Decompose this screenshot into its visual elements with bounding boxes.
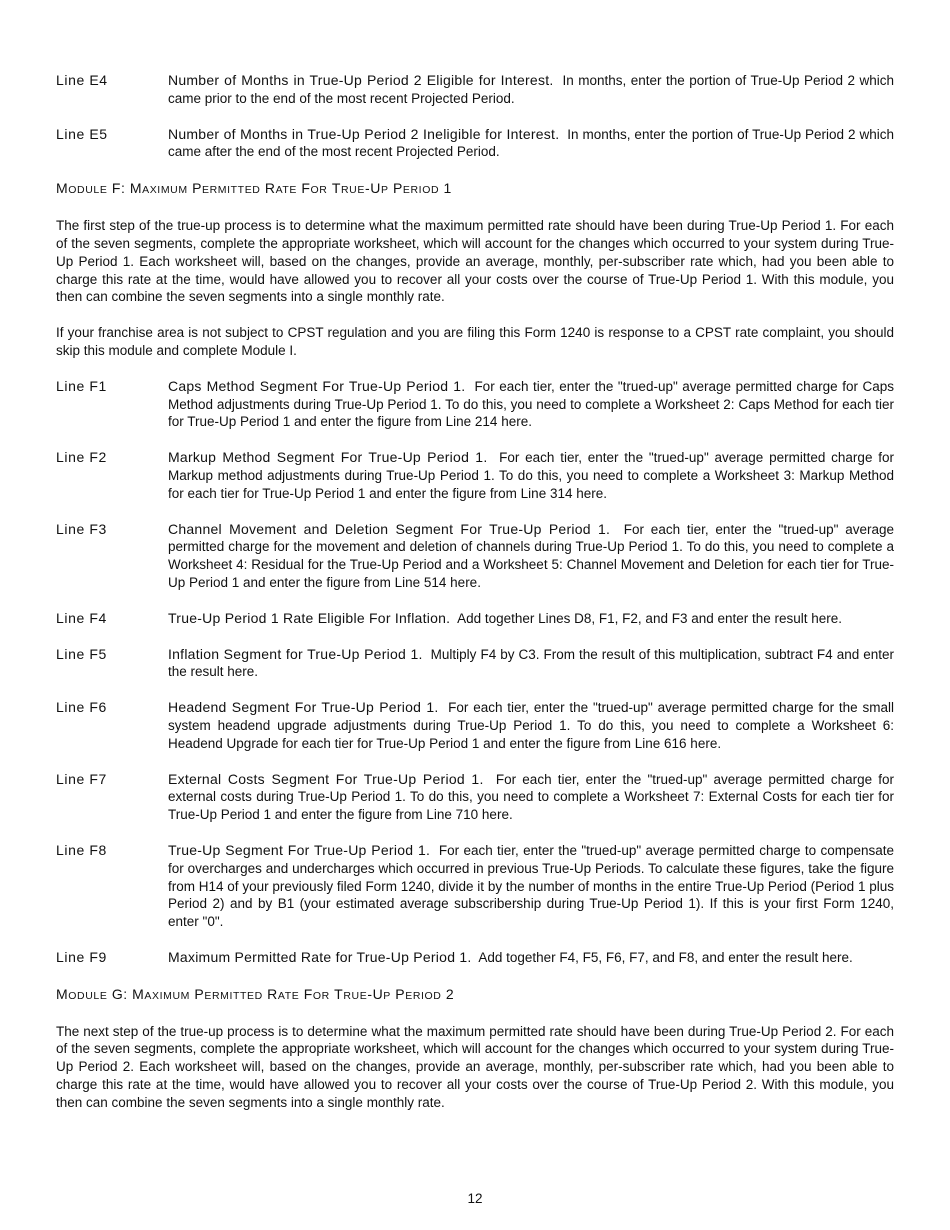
line-title: Channel Movement and Deletion Segment For True-Up Period 1. bbox=[168, 520, 611, 537]
line-body: Add together F4, F5, F6, F7, and F8, and enter the result here. bbox=[478, 949, 853, 965]
line-item-f9 bbox=[56, 949, 894, 967]
line-item-e4 bbox=[56, 72, 894, 108]
line-item-f6 bbox=[56, 699, 894, 752]
line-item-f5 bbox=[56, 646, 894, 682]
line-body: For each tier, enter the "trued-up" average permitted charge for the small system headend upgrade adjustments during True-Up Period 1. To do this, you need to complete a Worksheet 6: Headend Upgrade for each tier for True-Up Period 1 and enter the figure from Line 616 here. bbox=[168, 700, 894, 751]
line-label: Line F1 bbox=[56, 377, 107, 394]
line-description bbox=[168, 699, 894, 752]
line-title: Maximum Permitted Rate for True-Up Period 1. bbox=[168, 948, 472, 965]
line-body: For each tier, enter the "trued-up" average permitted charge for Caps Method adjustments during True-Up Period 1. To do this, you need to complete a Worksheet 2: Caps Method for each tier for True-Up Period 1 and enter the figure from Line 214 here. bbox=[168, 378, 894, 430]
module-f-skip-note: If your franchise area is not subject to CPST regulation and you are filing this Form 1240 is response to a CPST rate complaint, you should skip this module and complete Module I. bbox=[56, 325, 894, 358]
line-description bbox=[168, 610, 894, 628]
line-description bbox=[168, 521, 894, 592]
line-description bbox=[168, 126, 894, 162]
line-label: Line F6 bbox=[56, 699, 107, 716]
line-item-f1 bbox=[56, 378, 894, 431]
line-title: Inflation Segment for True-Up Period 1. bbox=[168, 645, 423, 662]
line-item-f8 bbox=[56, 842, 894, 931]
line-label: Line E4 bbox=[56, 72, 108, 88]
line-description bbox=[168, 646, 894, 682]
line-title: Caps Method Segment For True-Up Period 1. bbox=[168, 377, 466, 394]
line-title: Markup Method Segment For True-Up Period 1. bbox=[168, 449, 488, 466]
line-title: Number of Months in True-Up Period 2 Eligible for Interest. bbox=[168, 72, 554, 88]
line-description bbox=[168, 771, 894, 824]
line-title: External Costs Segment For True-Up Period 1. bbox=[168, 770, 484, 787]
line-label: Line F3 bbox=[56, 520, 107, 537]
module-f-line-list bbox=[56, 378, 894, 967]
line-body: Multiply F4 by C3. From the result of this multiplication, subtract F4 and enter the result here. bbox=[168, 646, 895, 680]
line-label: Line E5 bbox=[56, 125, 108, 142]
line-body: In months, enter the portion of True-Up Period 2 which came after the end of the most recent Projected Period. bbox=[168, 126, 894, 160]
module-g-heading: MODULE G: MAXIMUM PERMITTED RATE FOR TRUE-UP PERIOD 2 bbox=[56, 985, 455, 1002]
line-description bbox=[168, 449, 894, 502]
line-label: Line F5 bbox=[56, 645, 107, 662]
line-label: Line F7 bbox=[56, 770, 107, 787]
page-number: 12 bbox=[467, 1191, 483, 1206]
line-label: Line F4 bbox=[56, 609, 107, 626]
module-g-intro-paragraph: The next step of the true-up process is to determine what the maximum permitted rate should have been during True-Up Period 2. For each of the seven segments, complete the appropriate worksheet, which will account for the changes which occurred to your system during True-Up Period 2. Each worksheet will, based on the changes, provide an average, monthly, per-subscriber rate which, had you been able to charge this rate at the time, would have allowed you to recover all your costs over the course of True-Up Period 2. With this module, you then can combine the seven segments into a single monthly rate. bbox=[56, 1023, 894, 1110]
line-item-f4 bbox=[56, 610, 894, 628]
line-title: Headend Segment For True-Up Period 1. bbox=[168, 699, 439, 716]
line-description bbox=[168, 378, 894, 431]
line-item-f3 bbox=[56, 521, 894, 592]
module-f-intro-paragraph: The first step of the true-up process is to determine what the maximum permitted rate should have been during True-Up Period 1. For each of the seven segments, complete the appropriate worksheet, which will account for the changes which occurred to your system during True-Up Period 1. Each worksheet will, based on the changes, provide an average, monthly, per-subscriber rate which, had you been able to charge this rate at the time, would have allowed you to recover all your costs over the course of True-Up Period 1. With this module, you then can combine the seven segments into a single monthly rate. bbox=[56, 218, 894, 305]
line-body: In months, enter the portion of True-Up Period 2 which came prior to the end of the most recent Projected Period. bbox=[168, 73, 894, 106]
line-description bbox=[168, 842, 894, 931]
line-title: True-Up Period 1 Rate Eligible For Inflation. bbox=[168, 609, 451, 626]
module-f-heading: MODULE F: MAXIMUM PERMITTED RATE FOR TRUE-UP PERIOD 1 bbox=[56, 180, 452, 197]
line-title: Number of Months in True-Up Period 2 Ineligible for Interest. bbox=[168, 125, 560, 142]
line-label: Line F2 bbox=[56, 449, 107, 466]
line-body: Add together Lines D8, F1, F2, and F3 and enter the result here. bbox=[457, 610, 843, 626]
line-description bbox=[168, 72, 894, 108]
document-page bbox=[56, 72, 894, 1130]
line-item-f2 bbox=[56, 449, 894, 502]
line-description bbox=[168, 949, 894, 967]
line-body: For each tier, enter the "trued-up" average permitted charge for external costs during True-Up Period 1. To do this, you need to complete a Worksheet 7: External Costs for each tier for True-Up Period 1 and enter the figure from Line 710 here. bbox=[168, 771, 894, 823]
line-label: Line F9 bbox=[56, 948, 107, 965]
line-item-f7 bbox=[56, 771, 894, 824]
line-body: For each tier, enter the "trued-up" average permitted charge for the movement and deletion of channels during True-Up Period 1. To do this, you need to complete a Worksheet 4: Residual for the True-Up Period and a Worksheet 5: Channel Movement and Deletion for each tier for True-Up Period 1 and enter the figure from Line 514 here. bbox=[168, 521, 894, 590]
line-item-e5 bbox=[56, 126, 894, 162]
line-label: Line F8 bbox=[56, 841, 107, 858]
line-body: For each tier, enter the "trued-up" average permitted charge to compensate for overcharges and undercharges which occurred in previous True-Up Periods. To calculate these figures, take the figure from H14 of your previously filed Form 1240, divide it by the number of months in the entire True-Up Period (Period 1 plus Period 2) and by B1 (your estimated average subscribership during True-Up Period 1). If this is your first Form 1240, enter "0". bbox=[168, 842, 894, 930]
line-title: True-Up Segment For True-Up Period 1. bbox=[168, 841, 431, 858]
line-body: For each tier, enter the "trued-up" average permitted charge for Markup method adjustments during True-Up Period 1. To do this, you need to complete a Worksheet 3: Markup Method for each tier for True-Up Period 1 and enter the figure from Line 314 here. bbox=[168, 450, 894, 501]
